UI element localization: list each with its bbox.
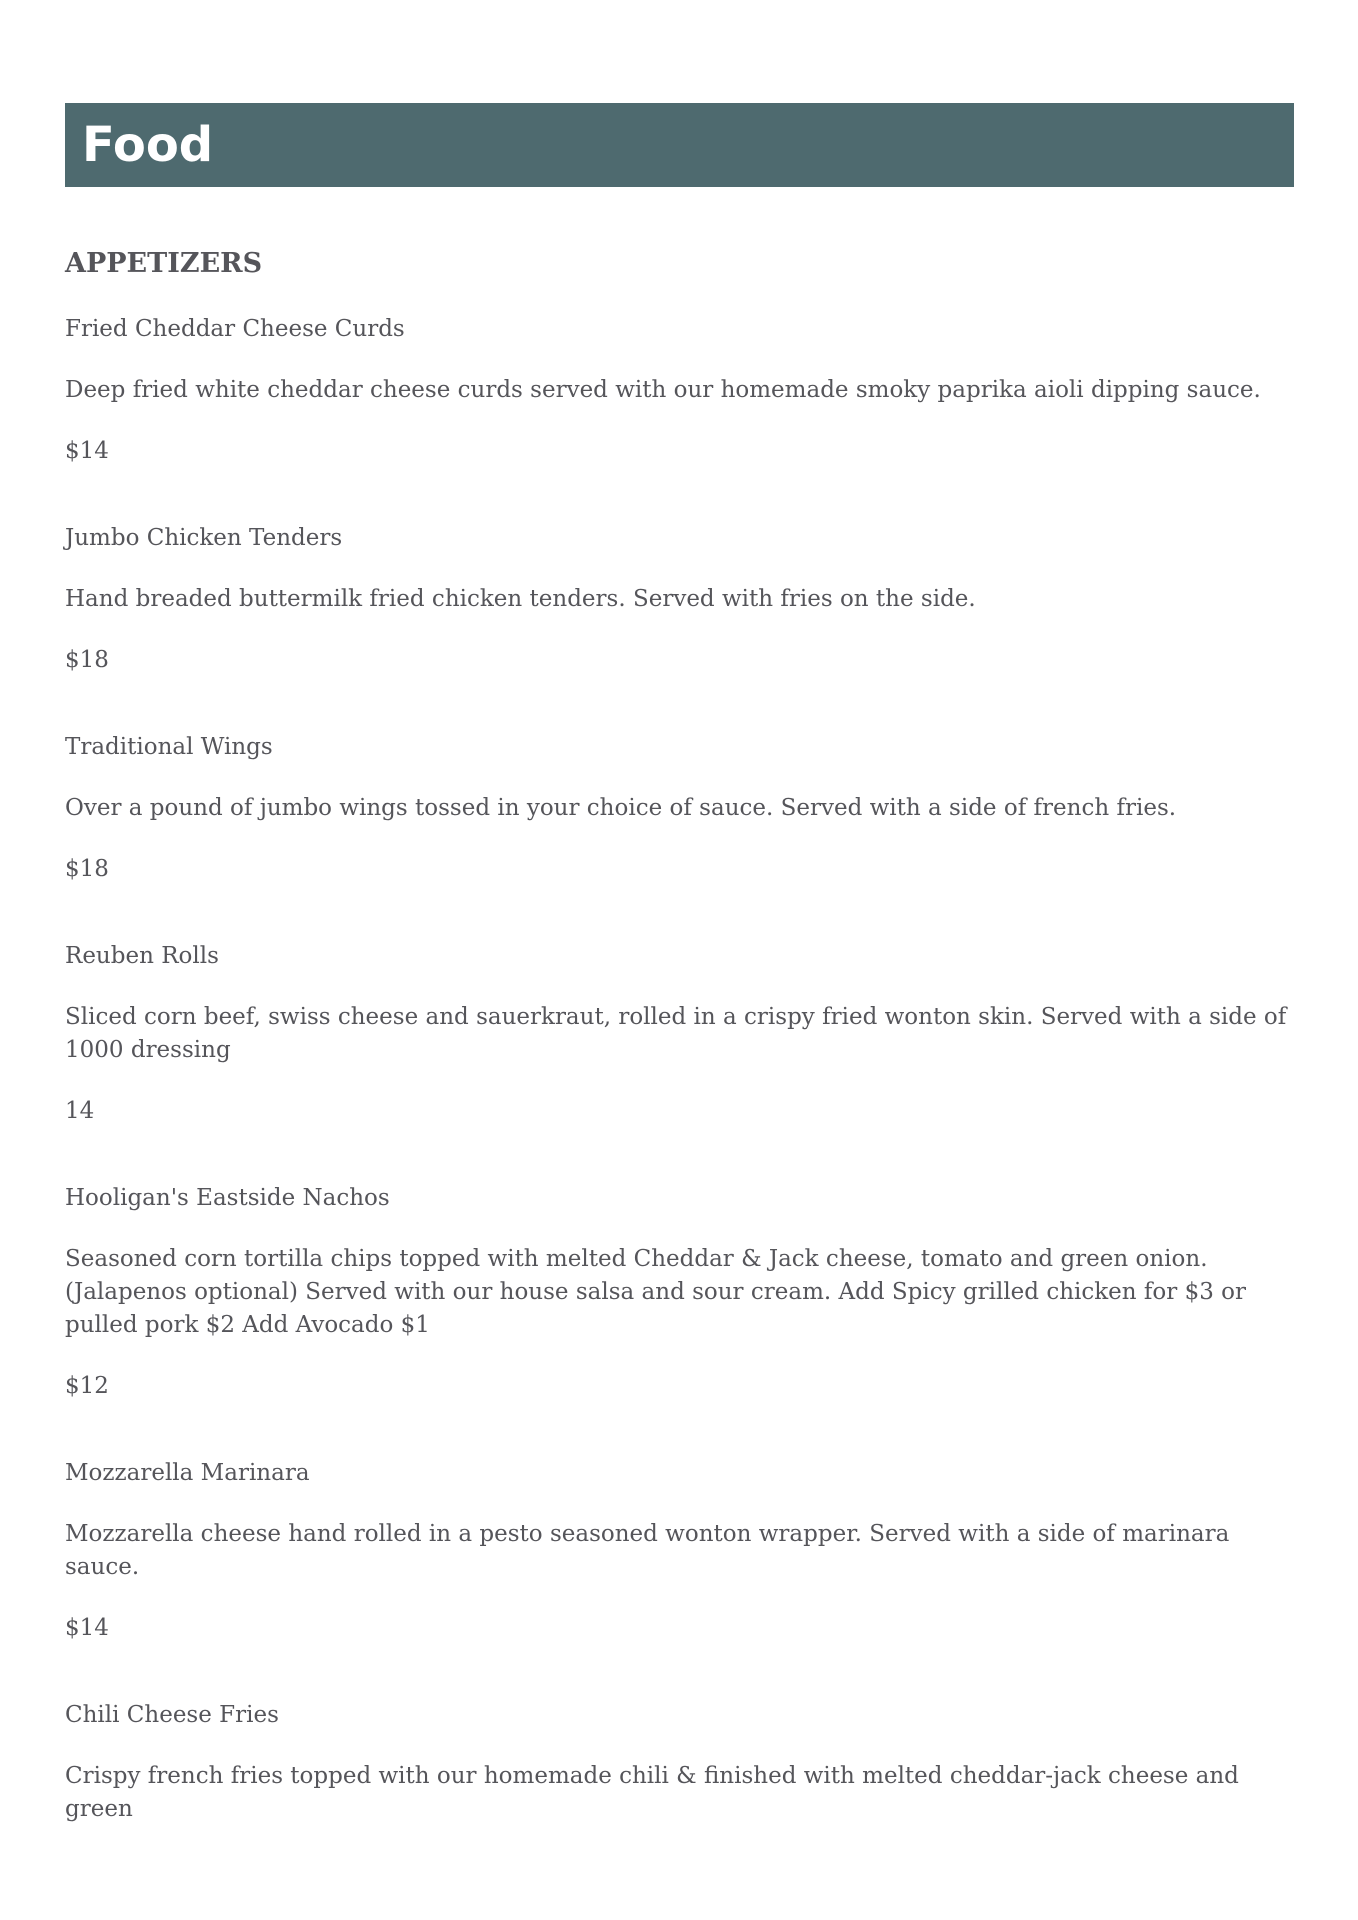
menu-item-name: Reuben Rolls [65,943,219,969]
menu-item-price: $12 [65,1373,109,1399]
menu-item [65,1699,1294,1826]
section-title: APPETIZERS [65,248,263,279]
menu-item-description: Seasoned corn tortilla chips topped with melted Cheddar & Jack cheese, tomato and green onion. (Jalapenos optional) Served with our house salsa and sour cream. Add Spicy grilled chicken for $3 or pulled pork $2 Add Avocado $1 [65,1246,1247,1338]
menu-item-price: $18 [65,856,109,882]
menu-item-price: $18 [65,647,109,673]
food-banner [65,103,1294,187]
menu-item-name: Traditional Wings [65,734,273,760]
menu-item [65,940,1294,1128]
menu-item-name: Fried Cheddar Cheese Curds [65,316,405,342]
menu-item-description: Sliced corn beef, swiss cheese and sauerkraut, rolled in a crispy fried wonton skin. Served with a side of 1000 dressing [65,1004,1287,1063]
menu-item-description: Over a pound of jumbo wings tossed in your choice of sauce. Served with a side of french fries. [65,795,1177,821]
menu-item-price: $14 [65,438,109,464]
menu-item [65,731,1294,886]
menu-item [65,522,1294,677]
menu-item-description: Mozzarella cheese hand rolled in a pesto seasoned wonton wrapper. Served with a side of marinara sauce. [65,1521,1230,1580]
menu-items-list [65,313,1294,1826]
menu-item-price: 14 [65,1098,95,1124]
menu-item [65,313,1294,468]
menu-item-name: Jumbo Chicken Tenders [65,525,343,551]
menu-item [65,1182,1294,1403]
menu-item-description: Deep fried white cheddar cheese curds served with our homemade smoky paprika aioli dipping sauce. [65,377,1261,403]
banner-title: Food [82,117,214,173]
menu-item [65,1457,1294,1645]
menu-page [65,103,1294,1880]
menu-item-price: $14 [65,1615,109,1641]
menu-item-description: Crispy french fries topped with our homemade chili & finished with melted cheddar-jack cheese and green [65,1763,1239,1822]
menu-item-description: Hand breaded buttermilk fried chicken tenders. Served with fries on the side. [65,586,976,612]
menu-item-name: Hooligan's Eastside Nachos [65,1185,390,1211]
menu-item-name: Mozzarella Marinara [65,1460,310,1486]
menu-item-name: Chili Cheese Fries [65,1702,279,1728]
